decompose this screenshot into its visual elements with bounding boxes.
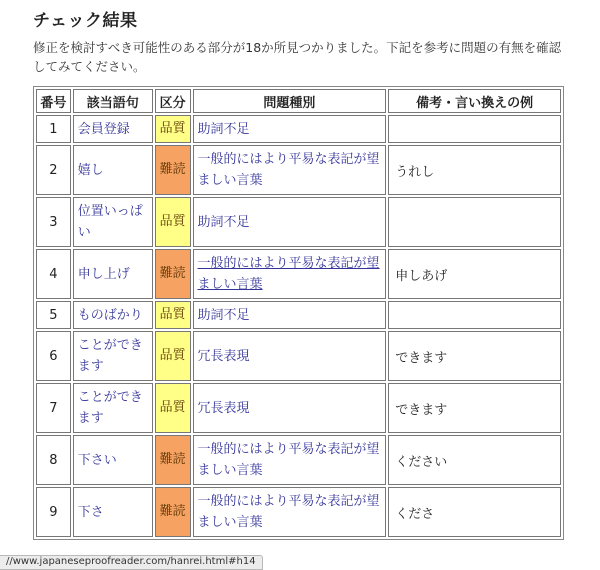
row-number: 7	[36, 383, 71, 433]
row-term: 下さい	[73, 435, 153, 485]
row-problem-type: 助詞不足	[193, 301, 387, 329]
table-header-row	[36, 89, 561, 113]
row-note: できます	[388, 383, 561, 433]
row-number: 3	[36, 197, 71, 247]
category-difficult-badge: 難読	[155, 487, 191, 537]
row-term: 申し上げ	[73, 249, 153, 299]
row-number: 6	[36, 331, 71, 381]
table-row	[36, 197, 561, 247]
row-note: 申しあげ	[388, 249, 561, 299]
row-number: 4	[36, 249, 71, 299]
category-quality-badge: 品質	[155, 383, 191, 433]
category-difficult-badge: 難読	[155, 249, 191, 299]
row-problem-type: 一般的にはより平易な表記が望ましい言葉	[193, 487, 387, 537]
row-term: ものばかり	[73, 301, 153, 329]
row-problem-type: 一般的にはより平易な表記が望ましい言葉	[193, 435, 387, 485]
category-quality-badge: 品質	[155, 331, 191, 381]
header-term: 該当語句	[73, 89, 153, 113]
table-row	[36, 487, 561, 537]
header-number: 番号	[36, 89, 71, 113]
row-problem-type: 助詞不足	[193, 197, 387, 247]
table-row	[36, 115, 561, 143]
table-body	[36, 115, 561, 537]
row-note: ください	[388, 435, 561, 485]
header-notes: 備考・言い換えの例	[388, 89, 561, 113]
table-row	[36, 145, 561, 195]
row-problem-type: 助詞不足	[193, 115, 387, 143]
row-number: 9	[36, 487, 71, 537]
row-note: できます	[388, 331, 561, 381]
row-term: 会員登録	[73, 115, 153, 143]
category-quality-badge: 品質	[155, 115, 191, 143]
page-title: チェック結果	[33, 11, 138, 31]
table-row	[36, 383, 561, 433]
row-term: 下さ	[73, 487, 153, 537]
row-note	[388, 301, 561, 329]
row-problem-type: 冗長表現	[193, 331, 387, 381]
category-difficult-badge: 難読	[155, 145, 191, 195]
row-problem-type: 一般的にはより平易な表記が望ましい言葉	[193, 145, 387, 195]
status-bar-url: //www.japaneseproofreader.com/hanrei.html#h14	[0, 555, 263, 570]
table-row	[36, 435, 561, 485]
intro-text: 修正を検討すべき可能性のある部分が18か所見つかりました。下記を参考に問題の有無を確認してみてください。	[33, 40, 562, 74]
category-difficult-badge: 難読	[155, 435, 191, 485]
row-note: くださ	[388, 487, 561, 537]
row-number: 5	[36, 301, 71, 329]
category-quality-badge: 品質	[155, 301, 191, 329]
header-problem-type: 問題種別	[193, 89, 387, 113]
row-term: 嬉し	[73, 145, 153, 195]
header-category: 区分	[155, 89, 191, 113]
category-quality-badge: 品質	[155, 197, 191, 247]
row-term: ことができます	[73, 331, 153, 381]
row-note: うれし	[388, 145, 561, 195]
table-row	[36, 331, 561, 381]
row-number: 8	[36, 435, 71, 485]
results-table	[33, 86, 564, 540]
row-problem-type-cell	[193, 249, 387, 299]
row-number: 2	[36, 145, 71, 195]
table-row	[36, 301, 561, 329]
row-number: 1	[36, 115, 71, 143]
row-note	[388, 197, 561, 247]
table-row	[36, 249, 561, 299]
row-term: ことができます	[73, 383, 153, 433]
problem-type-link[interactable]: 一般的にはより平易な表記が望ましい言葉	[197, 256, 380, 292]
row-term: 位置いっぱい	[73, 197, 153, 247]
row-problem-type: 冗長表現	[193, 383, 387, 433]
row-note	[388, 115, 561, 143]
